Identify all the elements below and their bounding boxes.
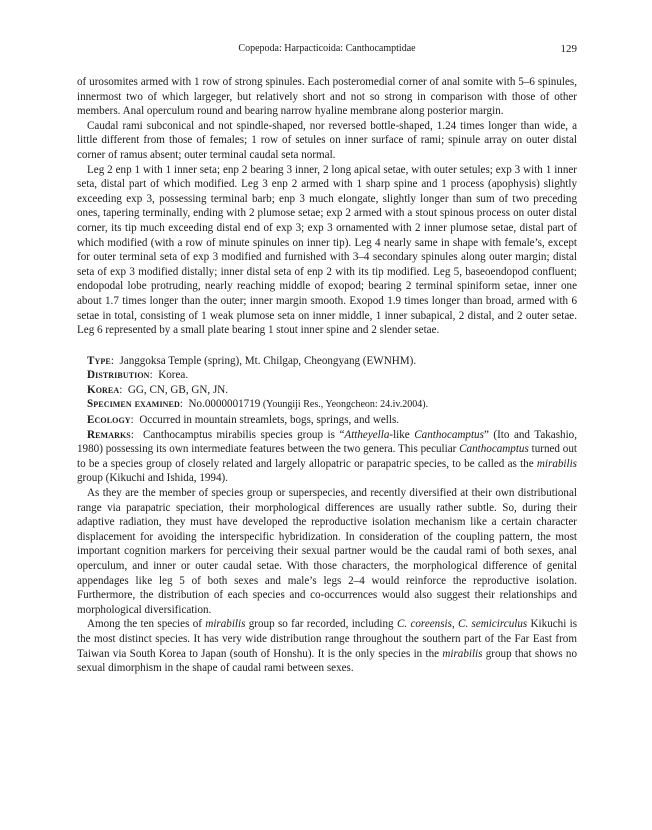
page	[77, 40, 577, 676]
record-korea: Korea: GG, CN, GB, GN, JN.	[87, 383, 229, 396]
taxon-name: C. coreensis	[396, 618, 452, 631]
record-specimen-label: Specimen examined	[87, 398, 180, 411]
running-header	[77, 40, 577, 58]
remarks-text: turned out to be a species group of closely related and largely allopatric or parapatric species, to be called as the	[77, 443, 577, 470]
remarks-paragraph-3	[77, 617, 577, 675]
taxon-name: C. semicirculus	[458, 618, 528, 631]
records-section	[77, 354, 577, 676]
remarks-paragraph-2: As they are the member of species group or superspecies, and recently diversified at their own distributional range via parapatric speciation, their morphological differences are usually rather subtle. So, during their adaptive radiation, they must have developed the reproductive isolation mechanism like a certain character displacement for avoiding the interspecific hybridization. In consideration of the coupling pattern, the most important cognition markers for perceiving their sexual partner would be the caudal rami of both sexes, anal operculum, and inner or outer caudal setae. With those characters, the morphological difference of genital appendages like leg 5 of both sexes and male’s legs 2–4 would reinforce the reproductive isolation. Furthermore, the distribution of each species and co-occurrences would also suggest their relationships and morphological diversification.	[77, 487, 577, 616]
record-type: Type: Janggoksa Temple (spring), Mt. Chilgap, Cheongyang (EWNHM).	[87, 354, 417, 367]
paragraph-urosomites: of urosomites armed with 1 row of strong spinules. Each posteromedial corner of anal somite with 5–6 spinules, innermost two of which largeger, but relatively short and not so strong in comparison with those of other members. Anal operculum round and bearing narrow hyaline membrane along posterior margin.	[77, 76, 577, 118]
remarks-text: Kikuchi is the most distinct species. It has very wide distribution range throughout the southern part of the Far East from Taiwan via South Korea to Japan (south of Honshu). It is the only species in the	[77, 618, 578, 660]
record-ecology-text: Occurred in mountain streamlets, bogs, springs, and wells.	[139, 414, 400, 427]
remarks-paragraph-1: Remarks: Canthocamptus mirabilis species group is “Attheyella-like Canthocamptus” (Ito and Takashio, 1980) possessing its own intermediate features between the two genera. This peculiar Canthocamptus turned out to be a species group of closely related and largely allopatric or parapatric species, to be called as the mirabilis group (Kikuchi and Ishida, 1994).	[77, 428, 577, 485]
record-specimen-number: No.0000001719	[188, 398, 261, 411]
page-number: 129	[560, 43, 577, 55]
paragraph-legs: Leg 2 enp 1 with 1 inner seta; enp 2 bearing 3 inner, 2 long apical setae, with outer setules; exp 3 with 1 inner seta, distal part of which modified. Leg 3 enp 2 armed with 1 sharp spine and 1 process (apophysis) slightly exceeding exp 3, possessing terminal barb; enp 3 much elongate, slightly longer than sum of two preceding ones, tapering terminally, ending with 2 plumose setae; exp 2 armed with a stout spinous process on outer distal corner, its tip much exceeding distal end of exp 3; exp 3 ornamented with 2 inner plumose setae, distal part of which modified (with a row of minute spinules on inner tip). Leg 4 nearly same in shape with female’s, except for outer terminal seta of exp 3 modified and furnished with 3–4 secondary spinules along outer margin; distal seta of exp 3 modified distally; inner distal seta of enp 2 with its tip modified. Leg 5, baseoendopod confluent; endopodal lobe protruding, nearly reaching middle of exopod; bearing 2 terminal spiniform setae, inner one about 1.7 times longer than the outer; inner margin smooth. Exopod 1.9 times longer than broad, armed with 6 setae in total, consisting of 1 weak plumose seta on inner middle, 1 inner subapical, 2 distal, and 2 outer setae. Leg 6 represented by a small plate bearing 1 stout inner spine and 2 slender setae.	[77, 163, 577, 337]
record-distribution: Distribution: Korea.	[87, 369, 189, 382]
remarks-text: Canthocamptus mirabilis species group is “	[143, 428, 345, 441]
taxon-name: mirabilis	[205, 618, 246, 631]
taxon-name: mirabilis	[442, 647, 483, 660]
record-ecology-label: Ecology	[87, 414, 131, 427]
record-type-text: Janggoksa Temple (spring), Mt. Chilgap, Cheongyang (EWNHM).	[119, 354, 417, 367]
remarks-text: group (Kikuchi and Ishida, 1994).	[77, 472, 228, 485]
record-distribution-label: Distribution	[87, 369, 150, 382]
record-type-label: Type	[87, 354, 111, 367]
record-distribution-text: Korea.	[158, 369, 189, 382]
record-ecology: Ecology: Occurred in mountain streamlets, bogs, springs, and wells.	[87, 414, 400, 427]
taxon-name: mirabilis	[536, 457, 577, 470]
record-specimen: Specimen examined: No.0000001719 (Youngiji Res., Yeongcheon: 24.iv.2004).	[87, 398, 429, 411]
remarks-text: group that shows no sexual dimorphism in the shape of caudal rami between sexes.	[77, 647, 577, 675]
paragraph-caudal-rami: Caudal rami subconical and not spindle-shaped, nor reversed bottle-shaped, 1.24 times longer than wide, a little different from those of females; 1 row of setules on inner surface of rami; spinule array on outer distal corner of ramus absent; outer terminal caudal seta normal.	[77, 119, 577, 161]
record-specimen-details: (Youngiji Res., Yeongcheon: 24.iv.2004).	[260, 399, 429, 411]
record-korea-text: GG, CN, GB, GN, JN.	[127, 383, 229, 396]
record-korea-label: Korea	[87, 383, 120, 396]
running-title: Copepoda: Harpacticoida: Canthocamptidae	[238, 43, 416, 54]
taxon-name: Attheyella	[344, 428, 390, 441]
remarks-text: ,	[451, 618, 459, 631]
remarks-text: -like	[389, 428, 415, 441]
remarks-text: ” (Ito and Takashio, 1980) possessing its own intermediate features between the two genera. This peculiar	[77, 428, 577, 456]
taxon-name: Canthocamptus	[414, 428, 484, 441]
remarks-label: Remarks	[87, 428, 131, 441]
taxon-name: Canthocamptus	[459, 443, 529, 456]
remarks-text: group so far recorded, including	[245, 618, 397, 631]
article-body	[77, 75, 577, 676]
remarks-text: Among the ten species of	[87, 618, 206, 631]
